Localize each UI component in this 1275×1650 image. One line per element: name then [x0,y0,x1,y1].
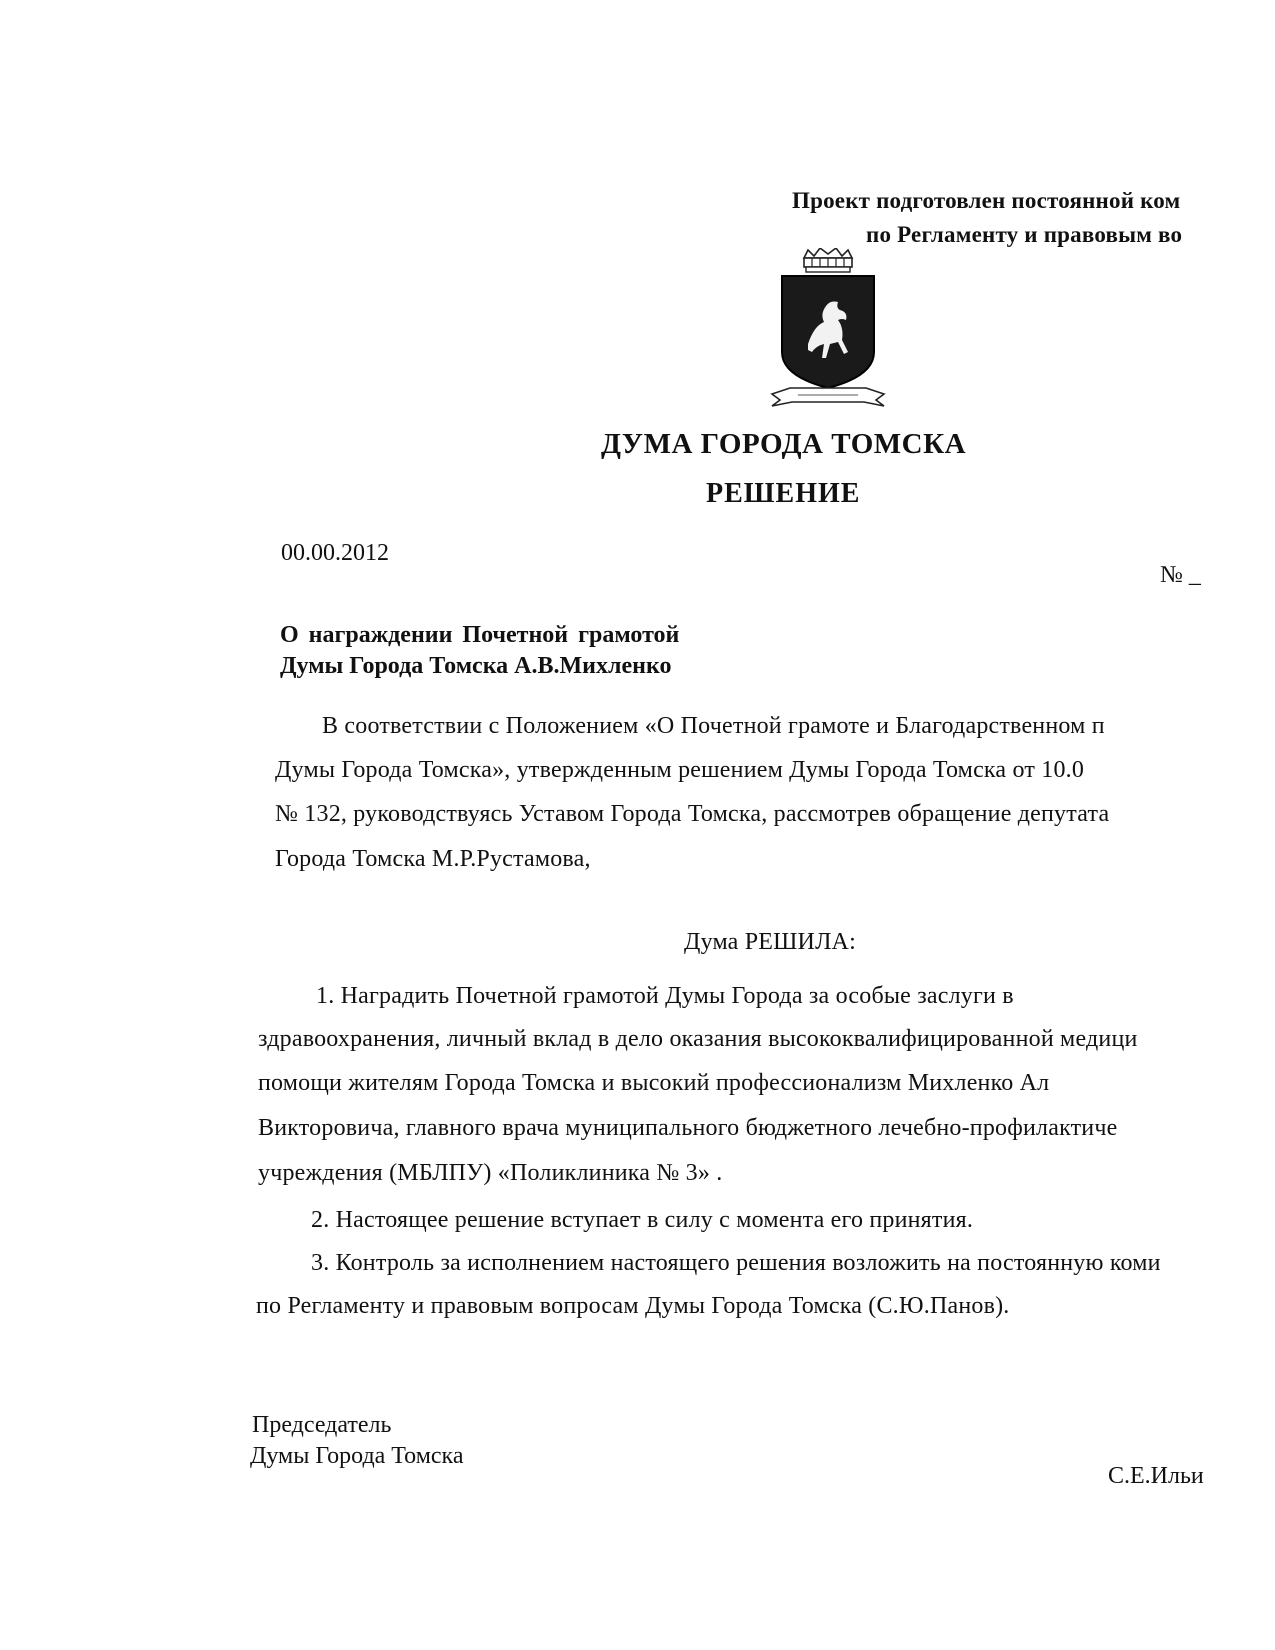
subject-line-1: О награждении Почетной грамотой [280,622,680,648]
document-date: 00.00.2012 [281,540,389,566]
project-note-line-2: по Регламенту и правовым во [866,222,1183,247]
resolution-heading: Дума РЕШИЛА: [684,929,856,955]
preamble-line-2: Думы Города Томска», утвержденным решением Думы Города Томска от 10.0 [275,757,1085,783]
signature-position-line-1: Председатель [252,1412,392,1438]
signature-name: С.Е.Ильи [1108,1463,1204,1489]
organization-title: ДУМА ГОРОДА ТОМСКА [601,428,967,460]
item-3-line-2: по Регламенту и правовым вопросам Думы Города Томска (С.Ю.Панов). [256,1293,1010,1319]
preamble-line-1: В соответствии с Положением «О Почетной грамоте и Благодарственном п [322,713,1105,739]
project-note-line-1: Проект подготовлен постоянной ком [792,188,1181,213]
preamble-line-4: Города Томска М.Р.Рустамова, [275,846,591,872]
item-1-line-1: 1. Наградить Почетной грамотой Думы Города за особые заслуги в [316,983,1014,1009]
crown-icon [804,248,852,272]
item-1-line-2: здравоохранения, личный вклад в дело оказания высококвалифицированной медици [258,1026,1138,1052]
item-1-line-3: помощи жителям Города Томска и высокий профессионализм Михленко Ал [258,1070,1050,1096]
item-1-line-4: Викторовича, главного врача муниципального бюджетного лечебно-профилактиче [258,1115,1118,1141]
tomsk-coat-of-arms-icon [768,248,888,418]
ribbon-icon [772,388,884,406]
subject-line-2: Думы Города Томска А.В.Михленко [280,653,672,679]
item-2-line: 2. Настоящее решение вступает в силу с момента его принятия. [311,1207,974,1233]
item-3-line-1: 3. Контроль за исполнением настоящего решения возложить на постоянную коми [311,1250,1161,1276]
preamble-line-3: № 132, руководствуясь Уставом Города Томска, рассмотрев обращение депутата [275,801,1110,827]
item-1-line-5: учреждения (МБЛПУ) «Поликлиника № 3» . [258,1160,723,1186]
signature-position-line-2: Думы Города Томска [250,1443,464,1469]
document-kind-title: РЕШЕНИЕ [706,478,861,509]
document-number: № _ [1160,562,1201,588]
